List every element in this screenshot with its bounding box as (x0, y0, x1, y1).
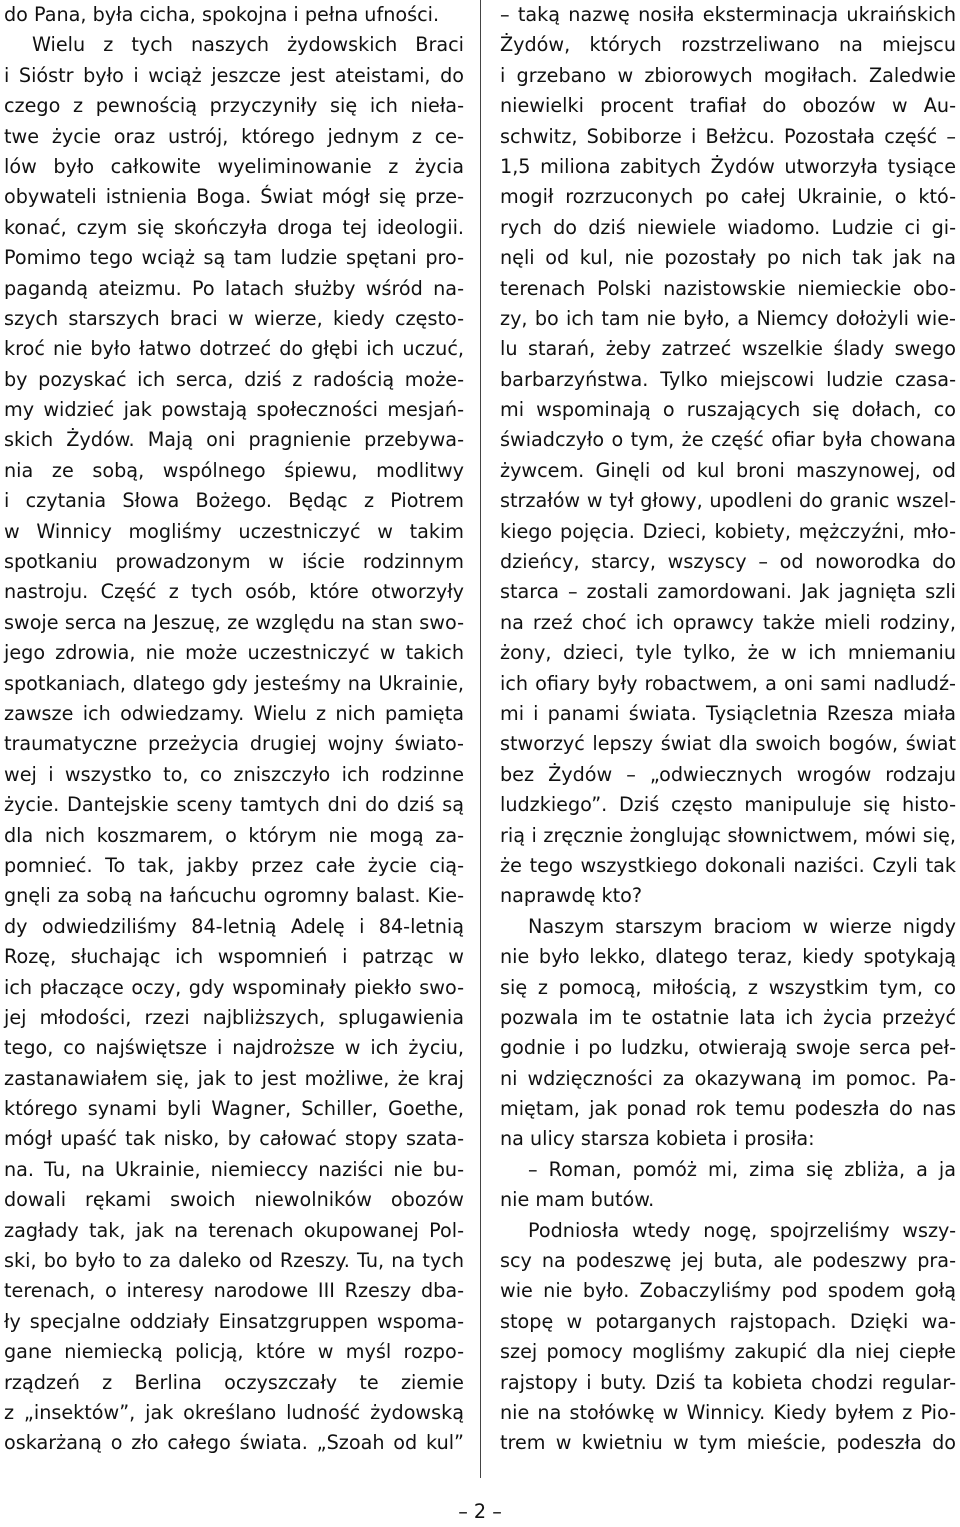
text-line: spotkaniach, dlatego gdy jesteśmy na Ukrainie, (4, 671, 464, 695)
text-line: starca – zostali zamordowani. Jak jagnięta szli (500, 580, 956, 604)
text-line: scy na podeszwę jej buta, ale podeszwy pra- (500, 1249, 956, 1273)
text-line: szych starszych braci w wierze, kiedy często- (4, 306, 464, 330)
text-line: tego, co najświętsze i najdroższe w ich życiu, (4, 1036, 464, 1060)
text-line: 1,5 miliona zabitych Żydów utworzyła tysiące (500, 154, 956, 178)
text-line: świadczyło o tym, że część ofiar była chowana (500, 428, 956, 452)
left-column (4, 0, 464, 1459)
text-line: swoje serca na Jeszuę, ze względu na stan swo- (4, 610, 464, 634)
text-line: ski, bo było to za daleko od Rzeszy. Tu, na tych (4, 1249, 464, 1273)
text-line: życie. Dantejskie sceny tamtych dni do dziś są (4, 793, 464, 817)
text-line: wej i wszystko to, co zniszczyło ich rodzinne (4, 762, 464, 786)
text-line: terenach, o interesy narodowe III Rzeszy dba- (4, 1279, 464, 1303)
text-line: trem w kwietniu w tym mieście, podeszła do (500, 1431, 956, 1455)
text-line: ich płaczące oczy, gdy wspominały piekło swo- (4, 975, 464, 999)
text-line: kroć nie było łatwo dotrzeć do głębi ich uczuć, (4, 337, 464, 361)
text-line: oskarżaną o zło całego świata. „Szoah od kul” (4, 1431, 464, 1455)
text-line: Podniosła wtedy nogę, spojrzeliśmy wszy- (528, 1218, 956, 1242)
text-line: dla nich koszmarem, o którym nie mogą za- (4, 823, 464, 847)
text-line: którego synami byli Wagner, Schiller, Goethe, (4, 1097, 464, 1121)
text-line: pomnieć. To tak, jakby przez całe życie cią- (4, 853, 464, 877)
text-line: dowali rękami swoich niewolników obozów (4, 1188, 464, 1212)
text-line: lu starań, żeby zatrzeć wszelkie ślady swego (500, 337, 956, 361)
text-line: godnie i po ludzku, otwierają swoje serca peł- (500, 1036, 956, 1060)
text-line: ni wdzięczności za okazywaną im pomoc. Pa- (500, 1066, 956, 1090)
text-line: jej młodości, rzezi najbliższych, splugawienia (4, 1005, 464, 1029)
text-line: mogił rozrzuconych po całej Ukrainie, o któ- (500, 185, 956, 209)
text-line: spotkaniu prowadzonym w iście rodzinnym (4, 550, 464, 574)
text-line: zy, bo ich tam nie było, a Niemcy dołożyli wie- (500, 306, 956, 330)
text-line: w Winnicy mogliśmy uczestniczyć w takim (4, 519, 464, 543)
text-line: lów było całkowite wyeliminowanie z życia (4, 154, 464, 178)
text-line: zastanawiałem się, jak to jest możliwe, że kraj (4, 1066, 464, 1090)
text-line: na. Tu, na Ukrainie, niemieccy naziści nie bu- (4, 1157, 464, 1181)
text-line: terenach Polski nazistowskie niemieckie obo- (500, 276, 956, 300)
text-line: Pomimo tego wciąż są tam ludzie spętani pro- (4, 246, 464, 270)
text-line: naprawdę kto? (500, 884, 643, 908)
text-line: rządzeń z Berlina oczyszczały te ziemie (4, 1370, 464, 1394)
text-line: i Sióstr było i wciąż jeszcze jest ateistami, do (4, 63, 464, 87)
text-line: konać, czym się skończyła droga tej ideologii. (4, 215, 464, 239)
text-line: nęli od kul, nie pozostały po nich tak jak na (500, 246, 956, 270)
text-line: żony, dzieci, tyle tylko, że w ich mniemaniu (500, 641, 956, 665)
text-line: ich ofiary były robactwem, a oni sami nadludź- (500, 671, 956, 695)
text-line: – taką nazwę nosiła eksterminacja ukraińskich (500, 3, 956, 26)
text-line: traumatyczne przeżycia drugiej wojny świato- (4, 732, 464, 756)
text-line: szej pomocy mogliśmy zakupić dla niej ciepłe (500, 1340, 956, 1364)
text-line: skich Żydów. Mają oni pragnienie przebywa- (4, 428, 464, 452)
text-line: i grzebano w zbiorowych mogiłach. Zaledwie (500, 63, 956, 87)
text-line: barbarzyństwa. Tylko miejscowi ludzie czasa- (500, 367, 956, 391)
text-line: że tego wszystkiego dokonali naziści. Czyli tak (500, 853, 956, 877)
text-line: i czytania Słowa Bożego. Będąc z Piotrem (4, 489, 464, 513)
text-line: Wielu z tych naszych żydowskich Braci (32, 33, 464, 57)
text-line: rią i zręcznie żonglując słownictwem, mówi się, (500, 823, 956, 847)
text-line: nie na stołówkę w Winnicy. Kiedy byłem z Pio- (500, 1400, 956, 1424)
text-line: bez Żydów – „odwiecznych wrogów rodzaju (500, 762, 956, 786)
text-line: obywateli istnienia Boga. Świat mógł się prze- (4, 185, 464, 209)
text-line: jego zdrowia, nie może uczestniczyć w takich (4, 641, 464, 665)
text-line: ludzkiego”. Dziś często manipuluje się histo- (500, 793, 956, 817)
text-line: ły specjalne oddziały Einsatzgruppen wspoma- (4, 1309, 464, 1333)
text-line: nastroju. Część z tych osób, które otworzyły (4, 580, 464, 604)
text-line: Naszym starszym braciom w wierze nigdy (528, 914, 956, 938)
text-line: mógł upaść tak nisko, by całować stopy szata- (4, 1127, 464, 1151)
text-line: mi wspominają o ruszających się dołach, co (500, 398, 956, 422)
text-line: stworzyć lepszy świat dla swoich bogów, świat (500, 732, 956, 756)
text-line: schwitz, Sobiborze i Bełżcu. Pozostała część – (500, 124, 956, 148)
text-line: z „insektów”, jak określano ludność żydowską (4, 1400, 464, 1424)
text-line: zagłady tak, jak na terenach okupowanej Pol- (4, 1218, 464, 1242)
text-line: stopę w potarganych rajstopach. Dzięki wa- (500, 1309, 956, 1333)
text-line: strzałów w tył głowy, upodleni do granic wszel- (500, 489, 956, 513)
text-line: gane niemiecką policją, które w myśl rozpo- (4, 1340, 464, 1364)
column-divider (480, 0, 481, 1478)
text-line: na rzeź choć ich oprawcy także mieli rodziny, (500, 610, 956, 634)
text-line: pagandą ateizmu. Po latach służby wśród na- (4, 276, 464, 300)
text-line: na ulicy starsza kobieta i prosiła: (500, 1127, 815, 1151)
text-line: rajstopy i buty. Dziś ta kobieta chodzi regular- (500, 1370, 956, 1394)
text-line: żywcem. Ginęli od kul broni maszynowej, od (500, 458, 956, 482)
text-line: nie mam butów. (500, 1188, 655, 1212)
text-line: miętam, jak ponad rok temu podeszła do nas (500, 1097, 956, 1121)
text-line: rych do dziś niewiele wiadomo. Ludzie ci gi- (500, 215, 956, 239)
text-line: czego z pewnością przyczyniły się ich nieła- (4, 94, 464, 118)
text-line: nie było lekko, dlatego teraz, kiedy spotykają (500, 945, 956, 969)
text-line: do Pana, była cicha, spokojna i pełna ufności. (4, 3, 440, 26)
text-line: mi i panami świata. Tysiącletnia Rzesza miała (500, 701, 956, 725)
text-line: gnęli za sobą na łańcuchu ogromny balast. Kie- (4, 884, 464, 908)
text-line: pozwala im te ostatnie lata ich życia przeżyć (500, 1005, 956, 1029)
page-number: – 2 – (458, 1500, 502, 1523)
right-column (500, 0, 956, 1459)
text-line: zawsze ich odwiedzamy. Wielu z nich pamięta (4, 701, 464, 725)
text-line: by pozyskać ich serca, dziś z radością może- (4, 367, 464, 391)
text-line: – Roman, pomóż mi, zima się zbliża, a ja (528, 1157, 956, 1181)
text-line: dzieńcy, starcy, wszyscy – od noworodka do (500, 550, 956, 574)
text-line: się z pomocą, miłością, z wszystkim tym, co (500, 975, 956, 999)
text-line: my widzieć jak powstają społeczności mesjań- (4, 398, 464, 422)
text-line: nia ze sobą, wspólnego śpiewu, modlitwy (4, 458, 464, 482)
text-line: twe życie oraz ustrój, którego jednym z ce- (4, 124, 464, 148)
text-line: niewielki procent trafiał do obozów w Au- (500, 94, 956, 118)
text-line: kiego pojęcia. Dzieci, kobiety, mężczyźni, mło- (500, 519, 956, 543)
text-line: wie nie było. Zobaczyliśmy pod spodem gołą (500, 1279, 956, 1303)
text-line: Żydów, których rozstrzeliwano na miejscu (500, 33, 956, 57)
text-line: dy odwiedziliśmy 84-letnią Adelę i 84-letnią (4, 914, 464, 938)
text-line: Rozę, słuchając ich wspomnień i patrząc w (4, 945, 464, 969)
